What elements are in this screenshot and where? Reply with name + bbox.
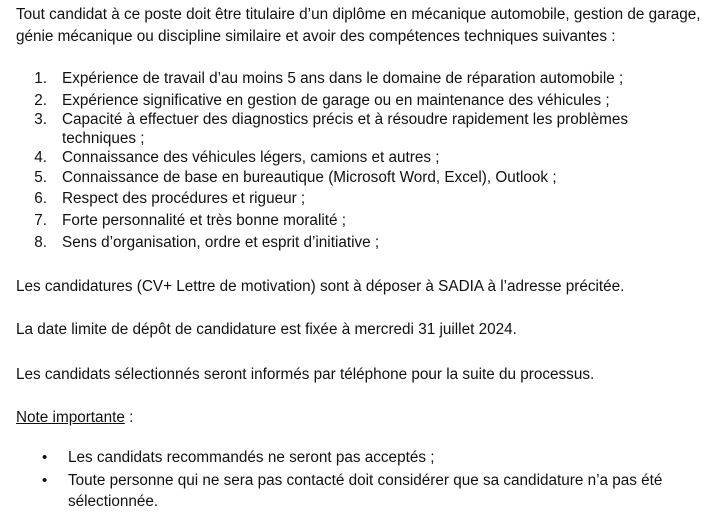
list-item-number: 2.	[34, 92, 47, 109]
list-item-text: Capacité à effectuer des diagnostics précis et à résoudre rapidement les problèmes	[62, 111, 629, 128]
list-item-number: 7.	[34, 212, 47, 229]
list-item-text: Forte personnalité et très bonne moralité ;	[62, 212, 346, 229]
intro-line-2: génie mécanique ou discipline similaire et avoir des compétences techniques suivantes :	[16, 28, 616, 45]
applications-paragraph: Les candidatures (CV+ Lettre de motivation) sont à déposer à SADIA à l’adresse précitée.	[16, 278, 625, 295]
note-item-text: Toute personne qui ne sera pas contacté doit considérer que sa candidature n’a pas été	[68, 472, 663, 489]
list-item-number: 5.	[34, 169, 47, 186]
list-item-text: Expérience significative en gestion de garage ou en maintenance des véhicules ;	[62, 92, 610, 109]
note-title: Note importante	[16, 409, 125, 426]
note-colon: :	[124, 409, 134, 426]
bullet-icon: •	[42, 472, 48, 489]
list-item-text: Respect des procédures et rigueur ;	[62, 190, 306, 207]
list-item-text: Connaissance de base en bureautique (Microsoft Word, Excel), Outlook ;	[62, 169, 557, 186]
list-item-text: Connaissance des véhicules légers, camions et autres ;	[62, 149, 440, 166]
list-item-number: 8.	[34, 234, 47, 251]
list-item-text: Expérience de travail d’au moins 5 ans dans le domaine de réparation automobile ;	[62, 70, 624, 87]
note-heading	[16, 409, 133, 427]
list-item-text: Sens d’organisation, ordre et esprit d’initiative ;	[62, 234, 380, 251]
selection-paragraph: Les candidats sélectionnés seront informés par téléphone pour la suite du processus.	[16, 366, 595, 383]
list-item-number: 6.	[34, 190, 47, 207]
bullet-icon: •	[42, 449, 48, 466]
list-item-number: 3.	[34, 111, 47, 128]
note-item-text: Les candidats recommandés ne seront pas acceptés ;	[68, 449, 435, 466]
list-item-number: 1.	[34, 70, 47, 87]
note-item-text-continuation: sélectionnée.	[68, 493, 159, 510]
list-item-number: 4.	[34, 149, 47, 166]
intro-line-1: Tout candidat à ce poste doit être titulaire d’un diplôme en mécanique automobile, gestion de garage,	[16, 6, 701, 23]
list-item-text-continuation: techniques ;	[62, 130, 145, 147]
deadline-paragraph: La date limite de dépôt de candidature est fixée à mercredi 31 juillet 2024.	[16, 321, 517, 338]
